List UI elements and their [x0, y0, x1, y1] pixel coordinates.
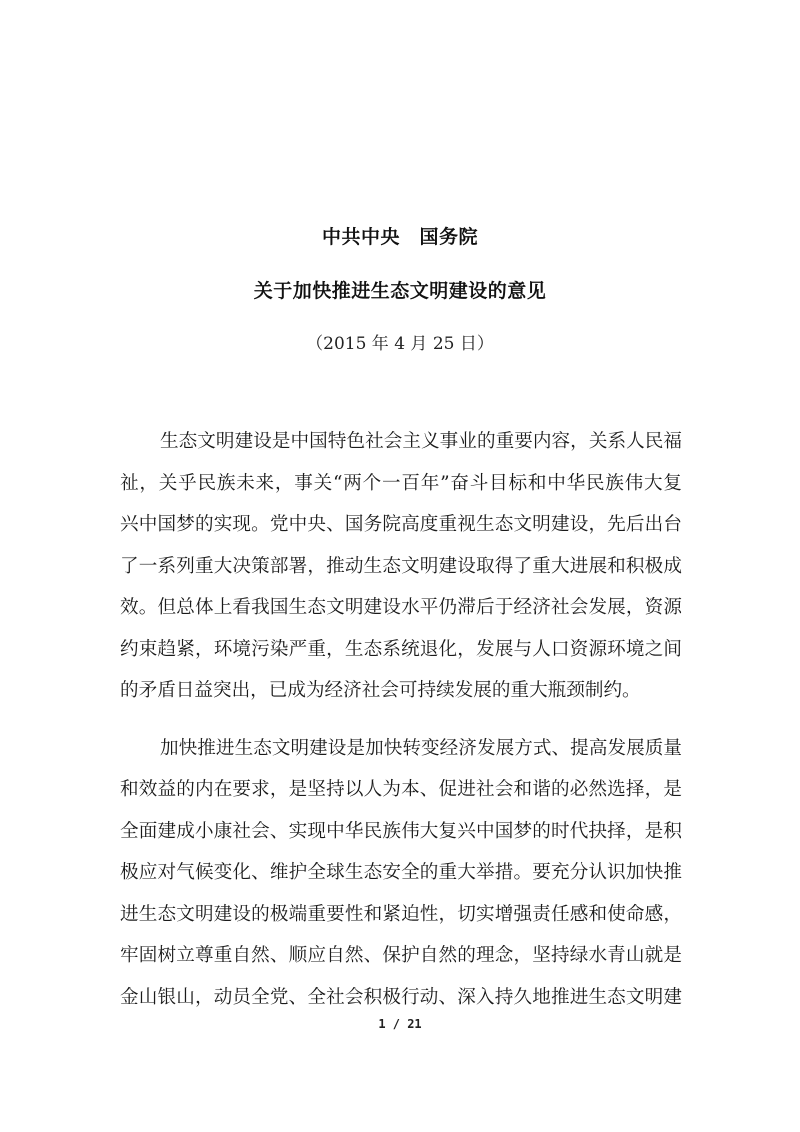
page-indicator: 1 / 21	[378, 1017, 422, 1031]
paragraph-line: 兴中国梦的实现。党中央、国务院高度重视生态文明建设，先后出台	[120, 514, 682, 535]
paragraph-line: 进生态文明建设的极端重要性和紧迫性，切实增强责任感和使命感，	[120, 904, 682, 925]
paragraph-line: 金山银山，动员全党、全社会积极行动、深入持久地推进生态文明建	[120, 987, 682, 1008]
document-date: （2015 年 4 月 25 日）	[306, 334, 494, 354]
document-title: 关于加快推进生态文明建设的意见	[253, 280, 547, 302]
paragraph-line: 祉，关乎民族未来，事关“两个一百年”奋斗目标和中华民族伟大复	[120, 473, 682, 494]
paragraph-line: 了一系列重大决策部署，推动生态文明建设取得了重大进展和积极成	[120, 556, 682, 577]
paragraph-line: 和效益的内在要求，是坚持以人为本、促进社会和谐的必然选择，是	[120, 779, 682, 800]
paragraph-line: 加快推进生态文明建设是加快转变经济发展方式、提高发展质量	[160, 738, 682, 759]
paragraph-line: 全面建成小康社会、实现中华民族伟大复兴中国梦的时代抉择，是积	[120, 821, 682, 842]
paragraph-line: 牢固树立尊重自然、顺应自然、保护自然的理念，坚持绿水青山就是	[120, 945, 682, 966]
paragraph-line: 生态文明建设是中国特色社会主义事业的重要内容，关系人民福	[160, 431, 682, 452]
paragraph-line: 的矛盾日益突出，已成为经济社会可持续发展的重大瓶颈制约。	[120, 680, 641, 701]
document-issuer: 中共中央 国务院	[321, 226, 478, 248]
paragraph-line: 约束趋紧，环境污染严重，生态系统退化，发展与人口资源环境之间	[120, 639, 682, 660]
paragraph-line: 效。但总体上看我国生态文明建设水平仍滞后于经济社会发展，资源	[120, 597, 682, 618]
paragraph-line: 极应对气候变化、维护全球生态安全的重大举措。要充分认识加快推	[120, 862, 682, 883]
